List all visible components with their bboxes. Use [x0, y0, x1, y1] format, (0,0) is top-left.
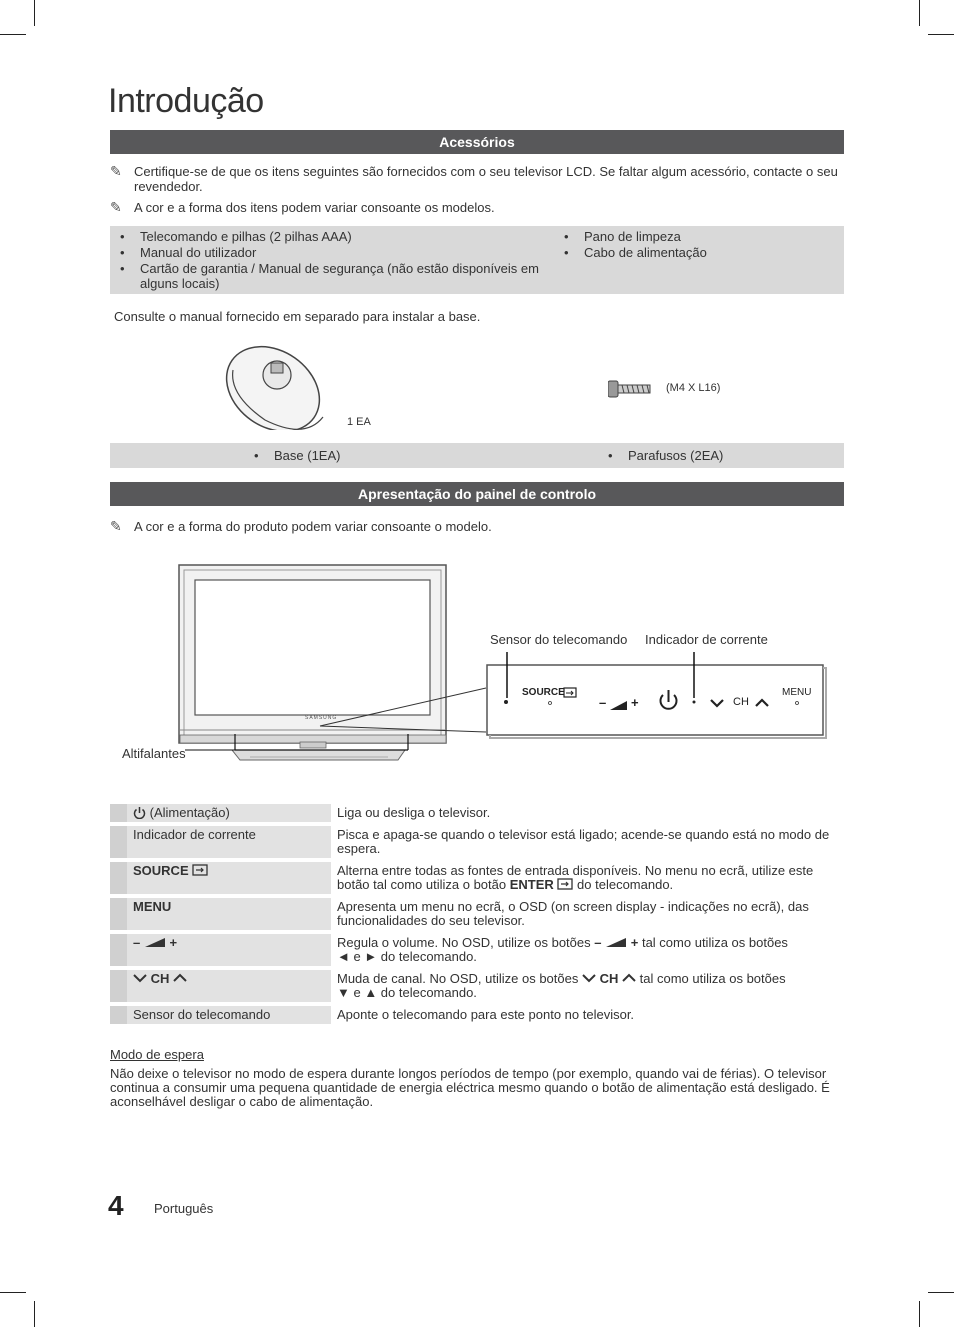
source-enter-icon — [192, 864, 208, 876]
power-icon — [133, 806, 146, 819]
row-marker — [110, 898, 127, 930]
section-heading-accessories: Acessórios — [110, 130, 844, 154]
callout-power-indicator: Indicador de corrente — [645, 632, 768, 647]
note — [110, 164, 840, 194]
table-row — [110, 934, 844, 966]
desc-text: do telecomando. — [577, 877, 674, 892]
page-number: 4 — [108, 1190, 124, 1221]
menu-button-label: MENU — [782, 687, 812, 698]
pencil-note-icon: ✎ — [110, 163, 122, 179]
crop-mark — [34, 0, 35, 26]
control-desc: Liga ou desliga o televisor. — [337, 805, 491, 820]
control-name — [127, 862, 331, 894]
control-name: Indicador de corrente — [127, 826, 331, 858]
list-item: • Parafusos (2EA) — [598, 448, 828, 463]
page-title: Introdução — [108, 82, 264, 120]
callout-remote-sensor: Sensor do telecomando — [490, 632, 628, 647]
control-name: Sensor do telecomando — [127, 1006, 331, 1024]
enter-button-text: ENTER — [509, 877, 554, 892]
desc-text: Muda de canal. No OSD, utilize os botões — [337, 971, 579, 986]
accessory-list-left — [110, 229, 550, 292]
desc-text: ◄ e ► do telecomando. — [337, 949, 477, 964]
desc-text: Alterna entre todas as fontes de entrada disponíveis. No menu no ecrã, utilize este botão tal como utiliza o botão — [337, 863, 814, 892]
control-desc: Apresenta um menu no ecrã, o OSD (on screen display - indicações no ecrã), das funcionalidades do seu televisor. — [337, 899, 809, 928]
chevron-down-icon — [133, 973, 147, 983]
note-text: A cor e a forma do produto podem variar consoante o modelo. — [134, 519, 492, 534]
note-text: Certifique-se de que os itens seguintes são fornecidos com o seu televisor LCD. Se faltar algum acessório, contacte o seu revendedor. — [134, 164, 838, 194]
control-name: MENU — [127, 898, 331, 930]
volume-minus-label: – — [599, 695, 607, 710]
crop-mark — [928, 34, 954, 35]
pencil-note-icon: ✎ — [110, 518, 122, 534]
chevron-up-icon — [173, 973, 187, 983]
desc-text: tal como utiliza os botões — [641, 935, 788, 950]
row-marker — [110, 934, 127, 966]
list-item: • Manual do utilizador — [110, 245, 550, 260]
row-marker — [110, 862, 127, 894]
control-desc: Aponte o telecomando para este ponto no televisor. — [337, 1007, 635, 1022]
accessory-list-right — [554, 229, 834, 261]
list-item: • Cartão de garantia / Manual de segurança (não estão disponíveis em alguns locais) — [110, 261, 550, 291]
tv-panel-illustration — [120, 560, 860, 770]
control-desc — [331, 970, 844, 1002]
control-name-text: (Alimentação) — [149, 805, 230, 820]
control-name-text: SOURCE — [133, 863, 189, 878]
crop-mark — [0, 1292, 26, 1293]
volume-icon — [144, 937, 166, 948]
chevron-up-icon — [622, 973, 636, 983]
screw-icon — [608, 378, 654, 400]
accessory-list-box — [110, 226, 844, 294]
list-item: • Base (1EA) — [244, 448, 494, 463]
desc-text: tal como utiliza os botões — [639, 971, 786, 986]
standby-heading: Modo de espera — [110, 1047, 204, 1062]
parts-label-box — [110, 443, 844, 468]
chevron-down-icon — [582, 973, 596, 983]
note — [110, 519, 840, 534]
control-desc — [331, 934, 844, 966]
table-row — [110, 970, 844, 1002]
section-heading-control-panel: Apresentação do painel de controlo — [110, 482, 844, 506]
footer-language: Português — [154, 1201, 214, 1216]
enter-icon — [557, 878, 573, 890]
note-text: A cor e a forma dos itens podem variar consoante os modelos. — [134, 200, 495, 215]
control-name — [127, 934, 331, 966]
base-quantity: 1 EA — [347, 416, 371, 428]
stand-note: Consulte o manual fornecido em separado para instalar a base. — [114, 309, 481, 324]
tv-brand-logo: SAMSUNG — [305, 715, 338, 721]
ch-text: CH — [599, 971, 619, 986]
volume-minus-text: – — [133, 935, 141, 950]
volume-minus-text: – — [594, 935, 602, 950]
source-button-label: SOURCE — [522, 687, 565, 698]
desc-text: ▼ e ▲ do telecomando. — [337, 985, 477, 1000]
crop-mark — [919, 0, 920, 26]
standby-text: Não deixe o televisor no modo de espera durante longos períodos de tempo (por exemplo, quando vai de férias). O televisor continua a consumir uma pequena quantidade de energia eléctrica mesmo quando o botão de alimentação está desligado. É aconselhável desligar o cabo de alimentação. — [110, 1066, 830, 1109]
stand-base-illustration — [215, 345, 335, 430]
table-row — [110, 898, 844, 930]
parts-list-right — [598, 448, 828, 464]
list-item: • Telecomando e pilhas (2 pilhas AAA) — [110, 229, 550, 244]
channel-button-label: CH — [733, 696, 749, 708]
crop-mark — [919, 1301, 920, 1327]
control-name-text: CH — [150, 971, 170, 986]
table-row — [110, 862, 844, 894]
control-name — [127, 970, 331, 1002]
control-desc: Pisca e apaga-se quando o televisor está ligado; acende-se quando está no modo de espera. — [337, 827, 830, 856]
crop-mark — [928, 1292, 954, 1293]
list-item: • Cabo de alimentação — [554, 245, 834, 260]
note — [110, 200, 840, 215]
controls-table — [110, 800, 844, 1028]
parts-list-left — [244, 448, 494, 464]
table-row — [110, 804, 844, 822]
row-marker — [110, 826, 127, 858]
desc-text: Regula o volume. No OSD, utilize os botões — [337, 935, 591, 950]
volume-plus-text: + — [630, 935, 639, 950]
pencil-note-icon: ✎ — [110, 199, 122, 215]
row-marker — [110, 804, 127, 822]
callout-speakers: Altifalantes — [122, 746, 186, 761]
table-row — [110, 1006, 844, 1024]
screw-size: (M4 X L16) — [666, 382, 721, 394]
crop-mark — [0, 34, 26, 35]
control-name — [127, 804, 331, 822]
volume-plus-label: + — [631, 695, 639, 710]
crop-mark — [34, 1301, 35, 1327]
row-marker — [110, 1006, 127, 1024]
volume-plus-text: + — [169, 935, 178, 950]
volume-icon — [605, 937, 627, 948]
control-desc — [331, 862, 844, 894]
list-item: • Pano de limpeza — [554, 229, 834, 244]
row-marker — [110, 970, 127, 1002]
table-row — [110, 826, 844, 858]
